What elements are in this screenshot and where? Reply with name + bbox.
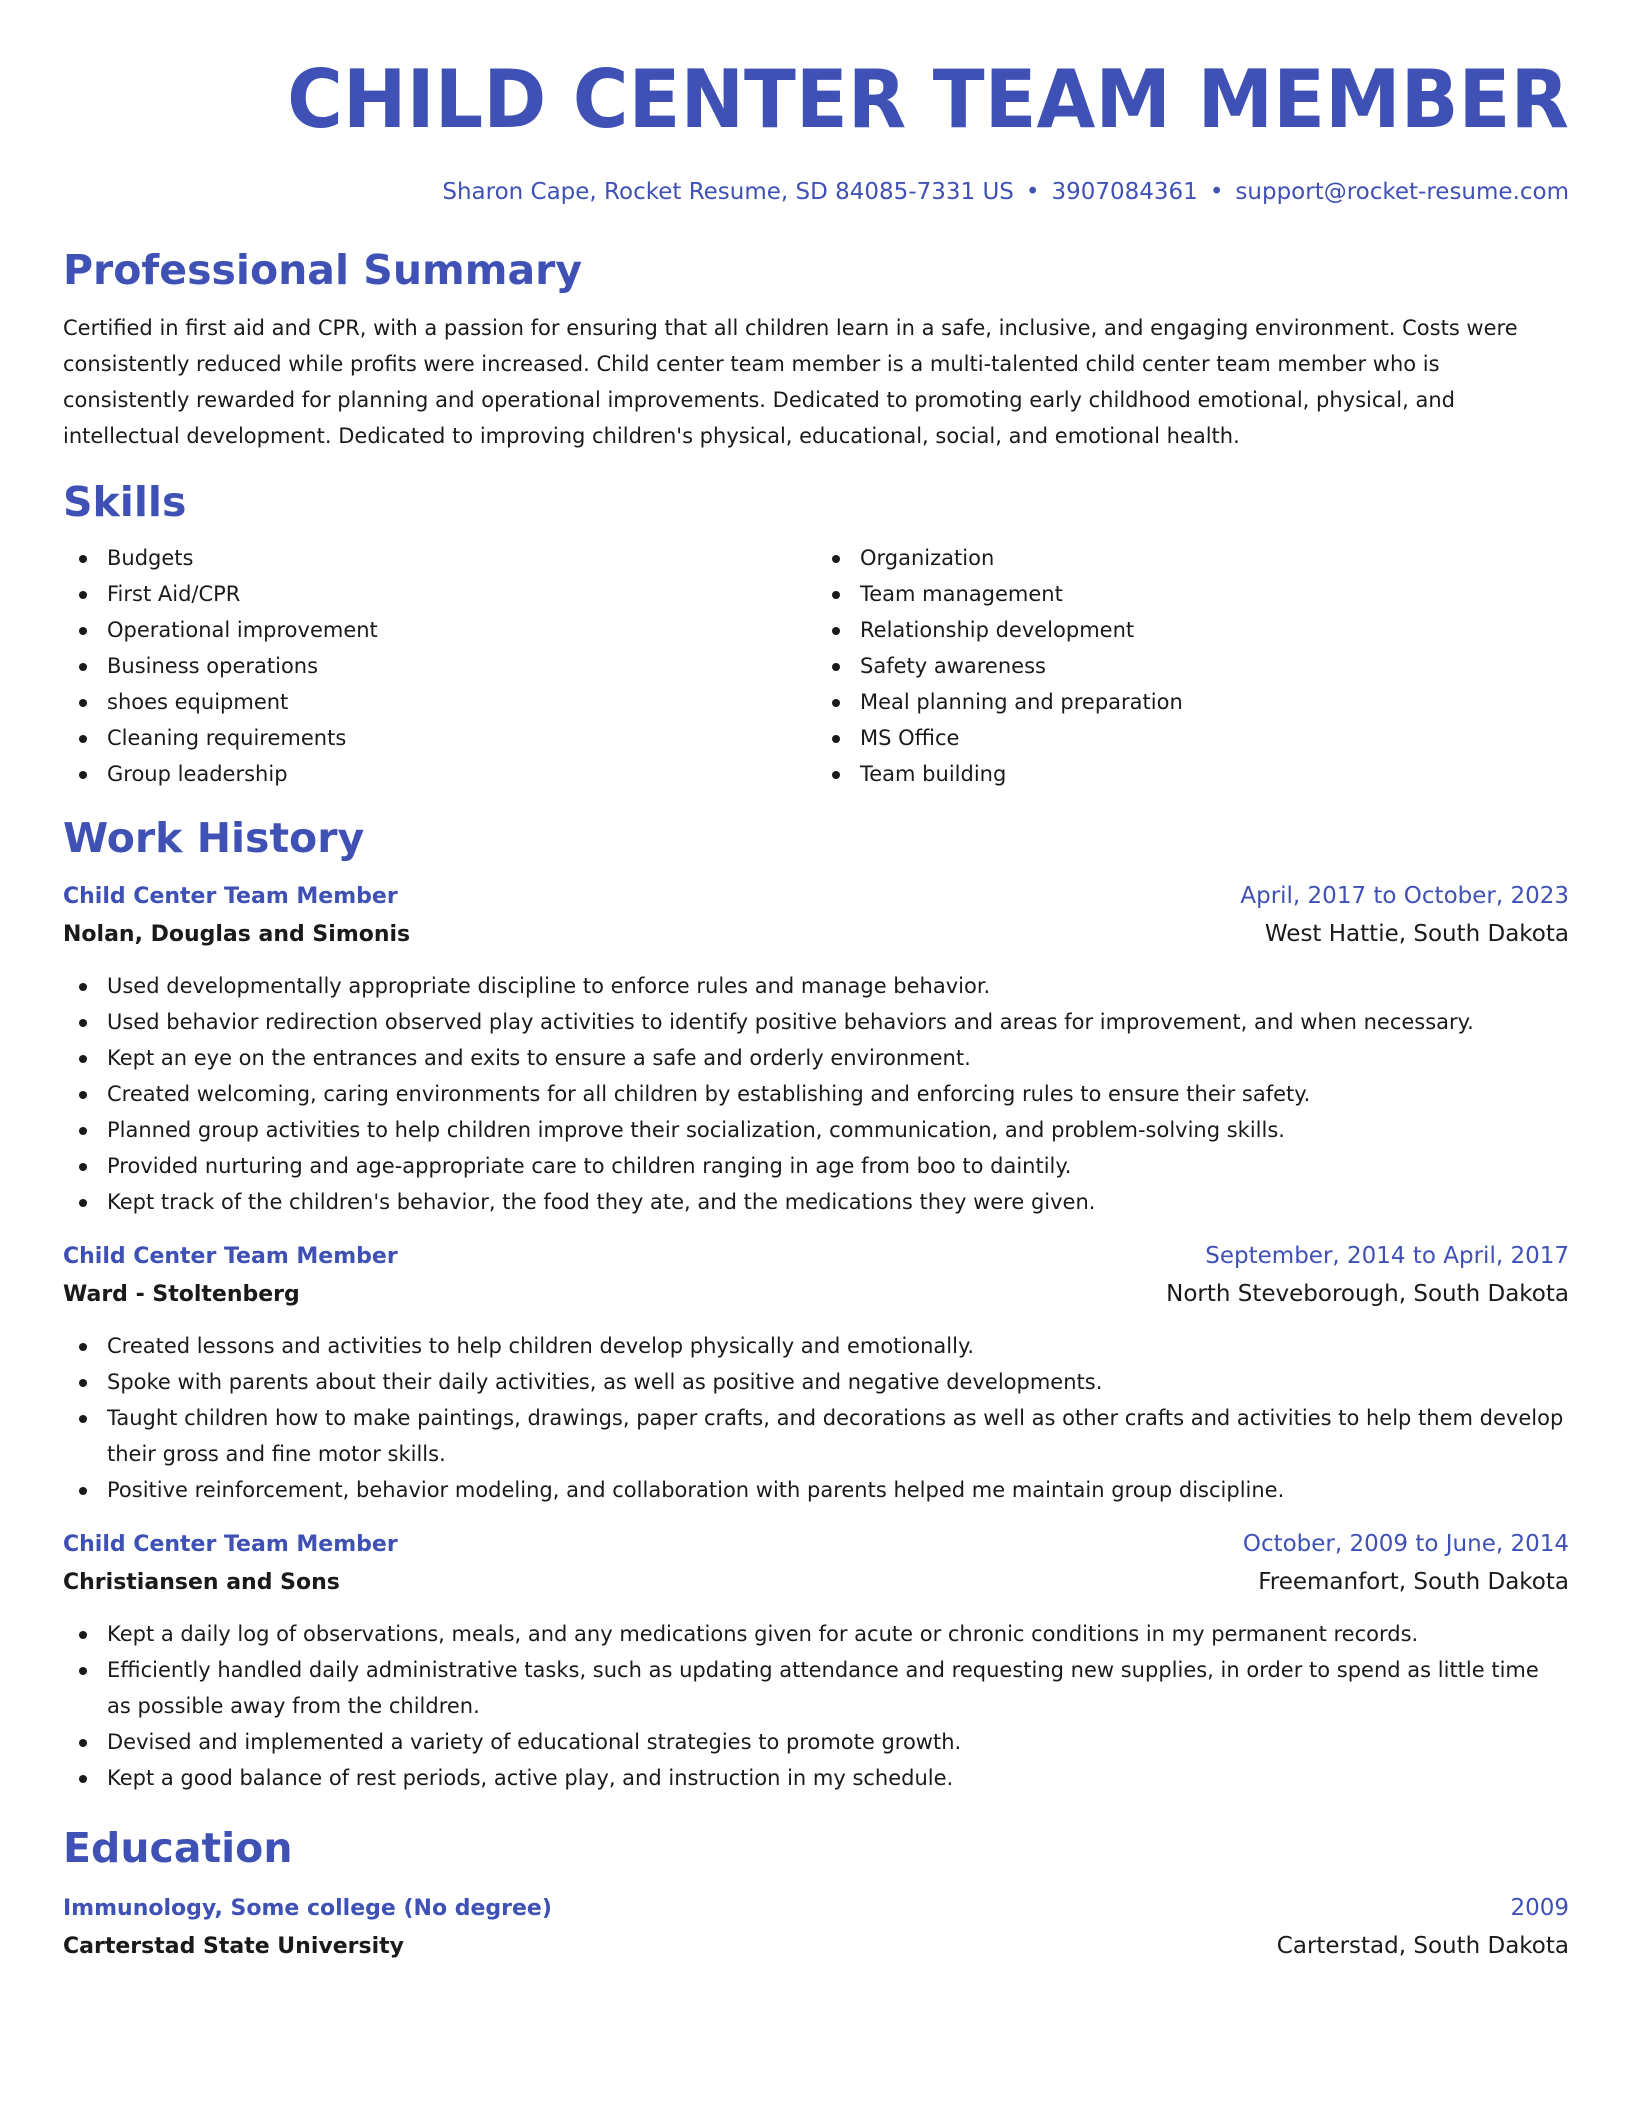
skill-item: Group leadership: [63, 756, 816, 792]
company-name: Nolan, Douglas and Simonis: [63, 922, 411, 947]
contact-line: [63, 176, 1569, 208]
skill-item: Relationship development: [816, 612, 1569, 648]
education-school-row: [63, 1927, 1569, 1966]
contact-address: Sharon Cape, Rocket Resume, SD 84085-7331 US: [442, 179, 1014, 205]
job-bullet: Kept an eye on the entrances and exits to ensure a safe and orderly environment.: [63, 1040, 1569, 1076]
job-dates: September, 2014 to April, 2017: [1205, 1243, 1569, 1269]
skills-left-column: [63, 540, 816, 792]
company-name: Ward - Stoltenberg: [63, 1282, 300, 1307]
graduation-year: 2009: [1510, 1895, 1569, 1921]
job-dates: April, 2017 to October, 2023: [1240, 883, 1569, 909]
skill-item: Team management: [816, 576, 1569, 612]
resume-header: [63, 0, 1569, 208]
job-bullet: Kept a good balance of rest periods, active play, and instruction in my schedule.: [63, 1760, 1569, 1796]
skill-item: Budgets: [63, 540, 816, 576]
job-company-row: [63, 1563, 1569, 1602]
skill-item: Organization: [816, 540, 1569, 576]
job-bullet: Devised and implemented a variety of educational strategies to promote growth.: [63, 1724, 1569, 1760]
skills-right-column: [816, 540, 1569, 792]
job-location: West Hattie, South Dakota: [1264, 921, 1569, 947]
job-dates: October, 2009 to June, 2014: [1242, 1531, 1569, 1557]
job-bullet: Kept track of the children's behavior, the food they ate, and the medications they were given.: [63, 1184, 1569, 1220]
contact-email: support@rocket-resume.com: [1235, 179, 1569, 205]
section-title: Skills: [63, 478, 187, 526]
job-title: Child Center Team Member: [63, 1532, 398, 1557]
job-bullet: Taught children how to make paintings, drawings, paper crafts, and decorations as well as other crafts and activities to help them develop their gross and fine motor skills.: [63, 1400, 1569, 1472]
contact-separator: •: [1025, 179, 1040, 205]
job-entry: [63, 1526, 1569, 1796]
job-bullet: Kept a daily log of observations, meals, and any medications given for acute or chronic conditions in my permanent records.: [63, 1616, 1569, 1652]
company-name: Christiansen and Sons: [63, 1570, 340, 1595]
skill-item: Cleaning requirements: [63, 720, 816, 756]
section-title: Work History: [63, 814, 365, 862]
job-bullets: [63, 1328, 1569, 1508]
job-bullets: [63, 968, 1569, 1220]
job-entry: [63, 878, 1569, 1220]
job-bullets: [63, 1616, 1569, 1796]
skills-section: [63, 476, 1569, 792]
job-title-row: [63, 878, 1569, 915]
skill-item: Meal planning and preparation: [816, 684, 1569, 720]
skill-item: Team building: [816, 756, 1569, 792]
job-title-row: [63, 1526, 1569, 1563]
job-bullet: Created lessons and activities to help children develop physically and emotionally.: [63, 1328, 1569, 1364]
school-location: Carterstad, South Dakota: [1276, 1933, 1569, 1959]
education-entry: [63, 1890, 1569, 1966]
contact-separator: •: [1209, 179, 1224, 205]
job-company-row: [63, 1275, 1569, 1314]
job-location: Freemanfort, South Dakota: [1258, 1569, 1569, 1595]
skill-item: Safety awareness: [816, 648, 1569, 684]
degree: Immunology, Some college (No degree): [63, 1896, 552, 1921]
job-bullet: Used behavior redirection observed play activities to identify positive behaviors and areas for improvement, and when necessary.: [63, 1004, 1569, 1040]
section-title: Education: [63, 1824, 293, 1872]
job-entry: [63, 1238, 1569, 1508]
job-bullet: Used developmentally appropriate discipline to enforce rules and manage behavior.: [63, 968, 1569, 1004]
education-section: [63, 1822, 1569, 1966]
job-bullet: Efficiently handled daily administrative tasks, such as updating attendance and requesting new supplies, in order to spend as little time as possible away from the children.: [63, 1652, 1569, 1724]
summary-section: [63, 244, 1569, 454]
candidate-title: CHILD CENTER TEAM MEMBER: [287, 53, 1569, 146]
skill-item: MS Office: [816, 720, 1569, 756]
job-location: North Steveborough, South Dakota: [1166, 1281, 1569, 1307]
work-history-section: [63, 812, 1569, 1796]
skill-item: Business operations: [63, 648, 816, 684]
job-bullet: Created welcoming, caring environments for all children by establishing and enforcing rules to ensure their safety.: [63, 1076, 1569, 1112]
education-degree-row: [63, 1890, 1569, 1927]
job-title-row: [63, 1238, 1569, 1275]
job-bullet: Positive reinforcement, behavior modeling, and collaboration with parents helped me maintain group discipline.: [63, 1472, 1569, 1508]
job-company-row: [63, 915, 1569, 954]
skill-item: First Aid/CPR: [63, 576, 816, 612]
job-title: Child Center Team Member: [63, 884, 398, 909]
job-bullet: Spoke with parents about their daily activities, as well as positive and negative developments.: [63, 1364, 1569, 1400]
job-bullet: Planned group activities to help children improve their socialization, communication, and problem-solving skills.: [63, 1112, 1569, 1148]
section-title: Professional Summary: [63, 246, 583, 294]
skills-columns: [63, 540, 1569, 792]
skill-item: Operational improvement: [63, 612, 816, 648]
school-name: Carterstad State University: [63, 1934, 404, 1959]
summary-text: Certified in first aid and CPR, with a passion for ensuring that all children learn in a safe, inclusive, and engaging environment. Costs were consistently reduced while profits were increased. Child center team member is a multi-talented child center team member who is consistently rewarded for planning and operational improvements. Dedicated to promoting early childhood emotional, physical, and intellectual development. Dedicated to improving children's physical, educational, social, and emotional health.: [63, 316, 1518, 448]
contact-phone: 3907084361: [1051, 179, 1198, 205]
skill-item: shoes equipment: [63, 684, 816, 720]
job-bullet: Provided nurturing and age-appropriate care to children ranging in age from boo to daintily.: [63, 1148, 1569, 1184]
job-title: Child Center Team Member: [63, 1244, 398, 1269]
